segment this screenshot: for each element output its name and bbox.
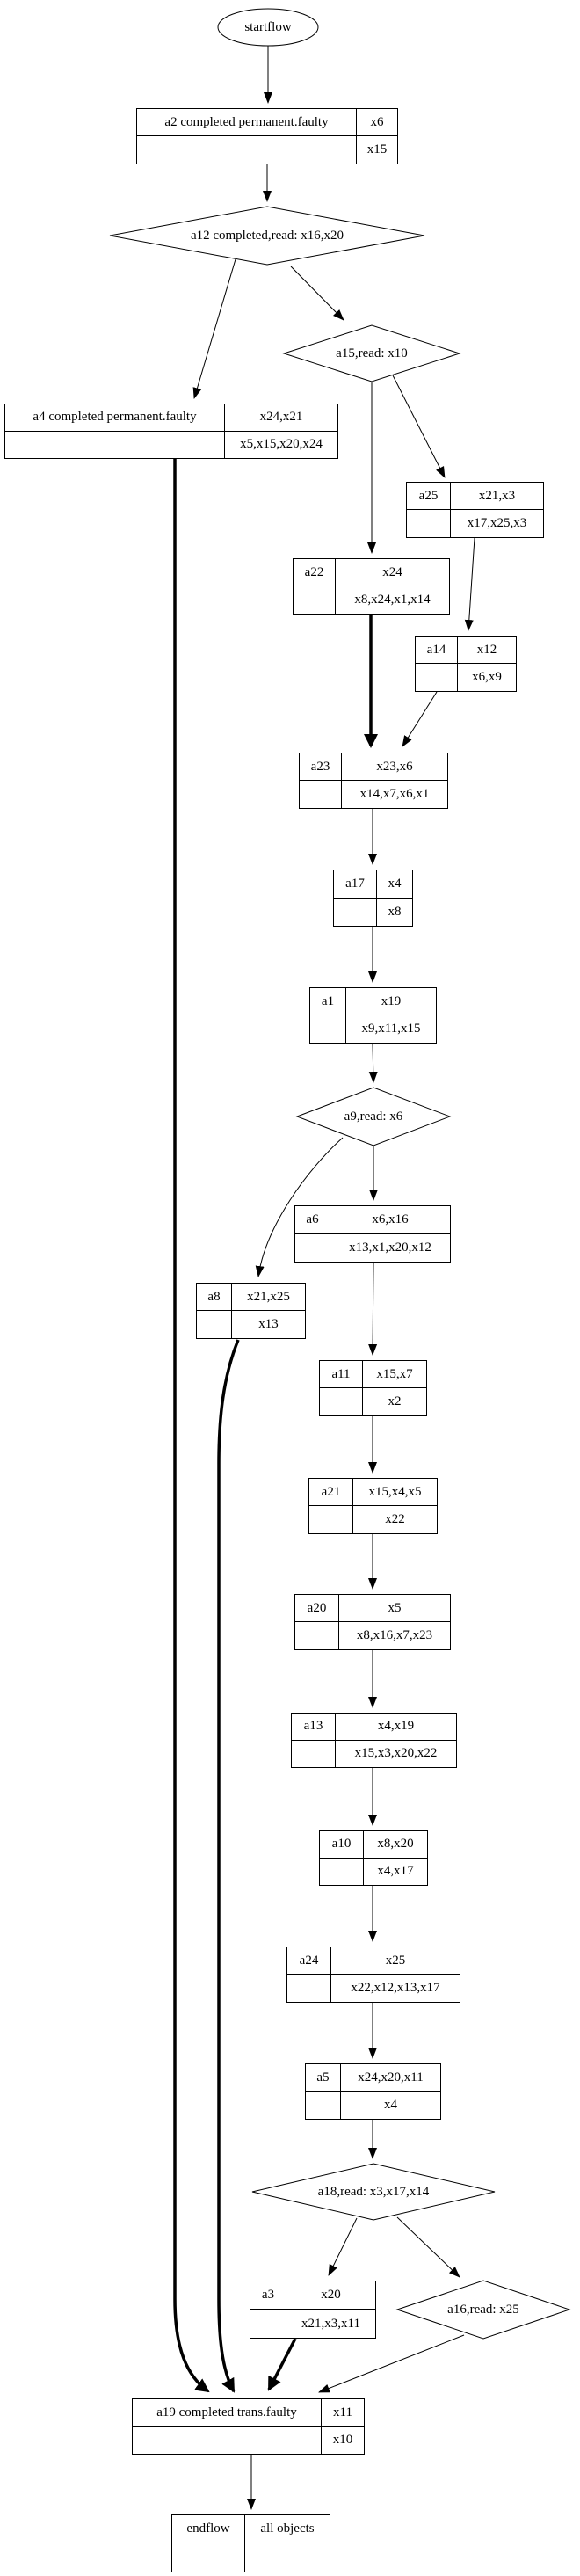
node-a2-empty (137, 136, 357, 164)
node-a8-top: x21,x25 (232, 1284, 305, 1311)
decision-a12-label: a12 completed,read: x16,x20 (190, 228, 344, 243)
edge-a18-a3 (329, 2218, 357, 2275)
node-a6-bottom: x13,x1,x20,x12 (349, 1240, 431, 1255)
node-a5-top: x24,x20,x11 (341, 2064, 440, 2092)
node-a1-id: a1 (310, 988, 346, 1015)
node-endflow-bottom (245, 2543, 330, 2572)
node-a6-id: a6 (295, 1206, 330, 1234)
startflow-label: startflow (244, 19, 292, 34)
node-a10 (319, 1830, 428, 1886)
node-a21 (308, 1478, 438, 1534)
node-a11-bottom: x2 (388, 1394, 402, 1408)
node-a24 (286, 1947, 460, 2003)
node-a25-empty (407, 510, 451, 537)
edge-a12-a15 (291, 266, 344, 320)
node-a19-empty (133, 2427, 322, 2454)
node-a23 (299, 753, 448, 809)
node-a13 (291, 1713, 457, 1768)
node-a14-top: x12 (458, 637, 516, 664)
node-a13-empty (292, 1741, 336, 1768)
node-a20-empty (295, 1622, 339, 1649)
decision-a9-label: a9,read: x6 (344, 1109, 403, 1124)
edge-a12-a4 (194, 259, 236, 398)
node-a23-top: x23,x6 (342, 753, 447, 781)
node-a8-empty (197, 1311, 232, 1338)
node-a6-empty (295, 1234, 330, 1263)
node-a5 (305, 2063, 441, 2120)
node-a25-bottom: x17,x25,x3 (467, 516, 527, 530)
node-a20 (294, 1594, 451, 1650)
decision-a15-shape (284, 325, 460, 382)
node-a21-id: a21 (309, 1479, 353, 1506)
edge-a3-a19-bold (269, 2339, 295, 2390)
decision-a18-label: a18,read: x3,x17,x14 (317, 2184, 430, 2199)
node-a19-id: a19 completed trans.faulty (133, 2399, 322, 2427)
node-a1-top: x19 (346, 988, 436, 1015)
node-a8-bottom: x13 (258, 1317, 279, 1331)
node-a13-top: x4,x19 (336, 1714, 456, 1741)
node-a1-empty (310, 1015, 346, 1043)
node-a5-empty (306, 2092, 341, 2119)
node-a20-bottom: x8,x16,x7,x23 (356, 1628, 433, 1642)
node-a2 (136, 108, 398, 164)
node-a20-top: x5 (339, 1595, 450, 1622)
node-a10-id: a10 (320, 1831, 364, 1859)
node-a3-id: a3 (250, 2281, 286, 2310)
node-a19 (132, 2398, 365, 2455)
node-a23-bottom: x14,x7,x6,x1 (359, 787, 430, 801)
node-a3 (250, 2281, 376, 2339)
node-endflow (171, 2514, 330, 2572)
edge-a4-a19-bold (175, 459, 208, 2391)
node-a22-empty (294, 586, 336, 614)
node-a24-id: a24 (287, 1947, 331, 1975)
edge-a18-a16 (397, 2217, 460, 2277)
node-a3-bottom: x21,x3,x11 (301, 2316, 360, 2331)
node-a2-bottom: x15 (366, 142, 388, 156)
node-a22-top: x24 (336, 559, 449, 586)
node-a22-id: a22 (294, 559, 336, 586)
node-endflow-top: all objects (245, 2515, 330, 2543)
node-a3-empty (250, 2310, 286, 2338)
node-a19-bottom: x10 (332, 2433, 353, 2447)
edge-a16-a19 (319, 2335, 464, 2392)
node-a4-empty (5, 432, 225, 459)
edge-a8-a19-bold (219, 1340, 238, 2391)
edge-a14-a23 (402, 692, 437, 746)
node-a25-top: x21,x3 (451, 483, 543, 510)
node-a17-bottom: x8 (388, 904, 402, 919)
node-a14 (415, 636, 517, 692)
node-a2-id: a2 completed permanent.faulty (137, 109, 357, 136)
node-a11-top: x15,x7 (363, 1361, 426, 1388)
node-a11-id: a11 (320, 1361, 363, 1388)
node-a17-top: x4 (377, 870, 412, 899)
node-a25-id: a25 (407, 483, 451, 510)
node-a4-bottom: x5,x15,x20,x24 (240, 437, 323, 452)
node-a22-bottom: x8,x24,x1,x14 (354, 593, 431, 607)
node-a4 (4, 404, 338, 459)
decision-a18-shape (252, 2164, 495, 2220)
node-a10-bottom: x4,x17 (377, 1864, 414, 1879)
node-a24-top: x25 (331, 1947, 460, 1975)
node-a17-id: a17 (334, 870, 377, 899)
node-endflow-empty (172, 2543, 245, 2572)
node-a23-id: a23 (300, 753, 342, 781)
node-a24-empty (287, 1975, 331, 2002)
decision-a9-shape (297, 1088, 450, 1146)
node-a22 (293, 558, 450, 615)
decision-a16-label: a16,read: x25 (447, 2302, 519, 2317)
startflow-shape (218, 9, 318, 46)
node-endflow-id: endflow (172, 2515, 245, 2543)
node-a6-top: x6,x16 (330, 1206, 450, 1234)
node-a1-bottom: x9,x11,x15 (361, 1022, 421, 1036)
node-a23-empty (300, 781, 342, 808)
node-a19-top: x11 (322, 2399, 364, 2427)
node-a1 (309, 987, 437, 1044)
node-a20-id: a20 (295, 1595, 339, 1622)
node-a11 (319, 1360, 427, 1416)
node-a10-empty (320, 1859, 364, 1886)
node-a21-top: x15,x4,x5 (353, 1479, 437, 1506)
node-a13-id: a13 (292, 1714, 336, 1741)
node-a5-bottom: x4 (384, 2098, 397, 2112)
node-a8-id: a8 (197, 1284, 232, 1311)
decision-a12-shape (110, 207, 424, 265)
node-a2-top: x6 (357, 109, 397, 136)
node-a11-empty (320, 1388, 363, 1415)
node-a14-empty (416, 664, 458, 691)
decision-a16-shape (397, 2281, 569, 2339)
node-a10-top: x8,x20 (364, 1831, 427, 1859)
node-a3-top: x20 (286, 2281, 375, 2310)
node-a17-empty (334, 899, 377, 927)
node-a14-id: a14 (416, 637, 458, 664)
edge-a15-a25 (393, 375, 445, 477)
node-a13-bottom: x15,x3,x20,x22 (354, 1746, 438, 1761)
node-a6 (294, 1205, 451, 1263)
node-a25 (406, 482, 544, 538)
node-a21-bottom: x22 (385, 1512, 405, 1526)
node-a4-top: x24,x21 (225, 404, 337, 432)
decision-a15-label: a15,read: x10 (336, 346, 408, 360)
node-a4-id: a4 completed permanent.faulty (5, 404, 225, 432)
node-a8 (196, 1283, 306, 1339)
edge-a25-a14 (468, 538, 475, 630)
node-a17 (333, 870, 413, 927)
node-a5-id: a5 (306, 2064, 341, 2092)
node-a24-bottom: x22,x12,x13,x17 (351, 1981, 440, 1995)
node-a21-empty (309, 1506, 353, 1533)
node-a14-bottom: x6,x9 (472, 670, 502, 684)
